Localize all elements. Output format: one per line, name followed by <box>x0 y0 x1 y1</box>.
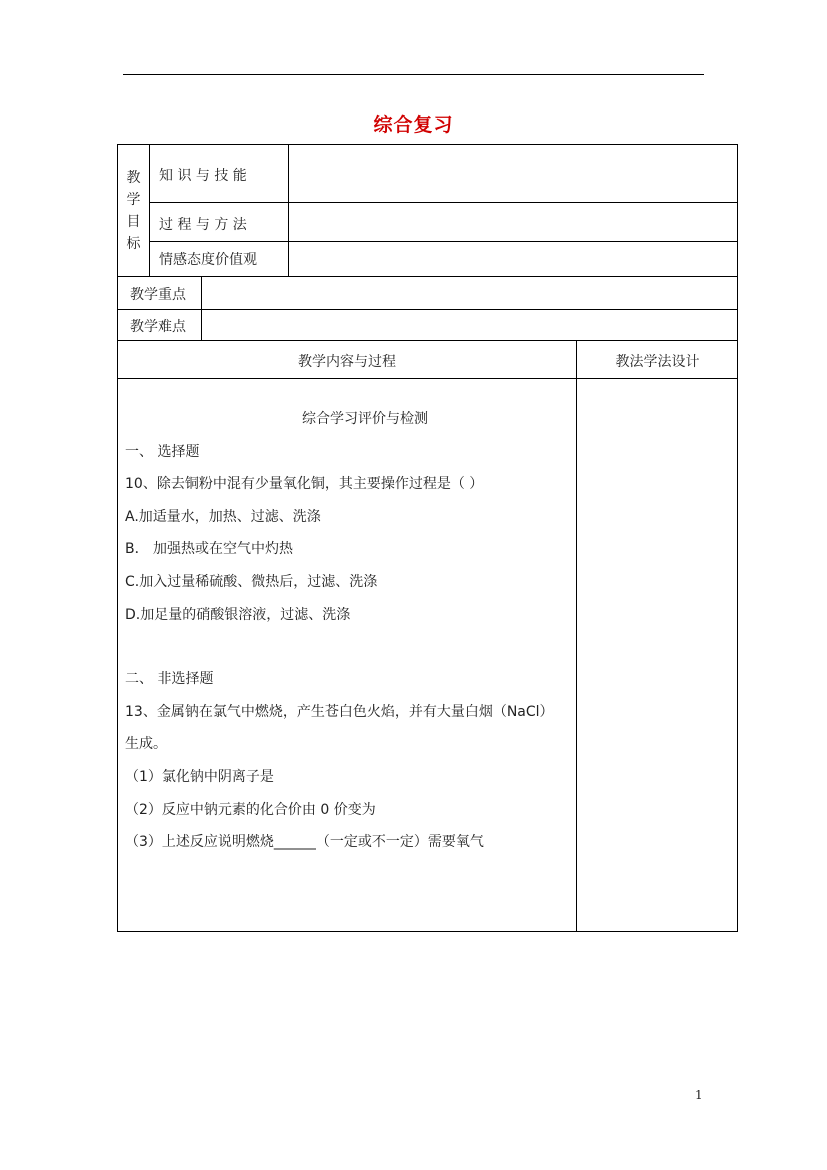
document-title: 综合复习 <box>373 114 454 136</box>
question-10-option-b: B． 加强热或在空气中灼热 <box>125 541 294 558</box>
key-points-label: 教学重点 <box>130 287 186 303</box>
content-column-header: 教学内容与过程 <box>298 354 396 370</box>
lesson-plan-table <box>117 144 738 932</box>
row-divider <box>118 276 738 277</box>
question-13-part-1: （1）氯化钠中阴离子是 <box>125 768 274 785</box>
spacer <box>125 631 575 663</box>
column-divider <box>576 340 577 932</box>
question-10-option-a: A.加适量水，加热、过滤、洗涤 <box>125 508 321 525</box>
lesson-content <box>125 403 575 859</box>
method-column-header: 教法学法设计 <box>615 354 700 370</box>
column-divider <box>288 145 289 276</box>
row-divider <box>118 378 738 379</box>
question-13-part-3: （3）上述反应说明燃烧______（一定或不一定）需要氧气 <box>125 834 484 851</box>
objective-emotion-label: 情感态度价值观 <box>159 252 257 268</box>
column-divider <box>201 276 202 340</box>
objectives-label: 教学目标 <box>126 169 141 252</box>
content-subtitle: 综合学习评价与检测 <box>302 411 428 427</box>
objectives-label-cell <box>118 145 149 276</box>
section-heading: 一、 选择题 <box>125 443 200 460</box>
question-13-continued: 生成。 <box>125 736 167 753</box>
row-divider <box>149 241 738 242</box>
question-10-option-c: C.加入过量稀硫酸、微热后，过滤、洗涤 <box>125 573 378 590</box>
row-divider <box>118 340 738 341</box>
objective-process-label: 过 程 与 方 法 <box>159 217 247 233</box>
question-10: 10、除去铜粉中混有少量氧化铜，其主要操作过程是（ ） <box>125 476 484 493</box>
difficulties-label: 教学难点 <box>130 319 186 335</box>
question-13: 13、金属钠在氯气中燃烧，产生苍白色火焰，并有大量白烟（NaCl） <box>125 703 554 720</box>
objective-knowledge-label: 知 识 与 技 能 <box>159 168 247 184</box>
column-divider <box>149 145 150 276</box>
page-number: 1 <box>695 1088 703 1102</box>
question-13-part-2: （2）反应中钠元素的化合价由 0 价变为 <box>125 801 376 818</box>
row-divider <box>149 202 738 203</box>
section-heading: 二、 非选择题 <box>125 671 214 688</box>
header-rule <box>123 74 704 75</box>
question-10-option-d: D.加足量的硝酸银溶液，过滤、洗涤 <box>125 606 351 623</box>
row-divider <box>118 309 738 310</box>
